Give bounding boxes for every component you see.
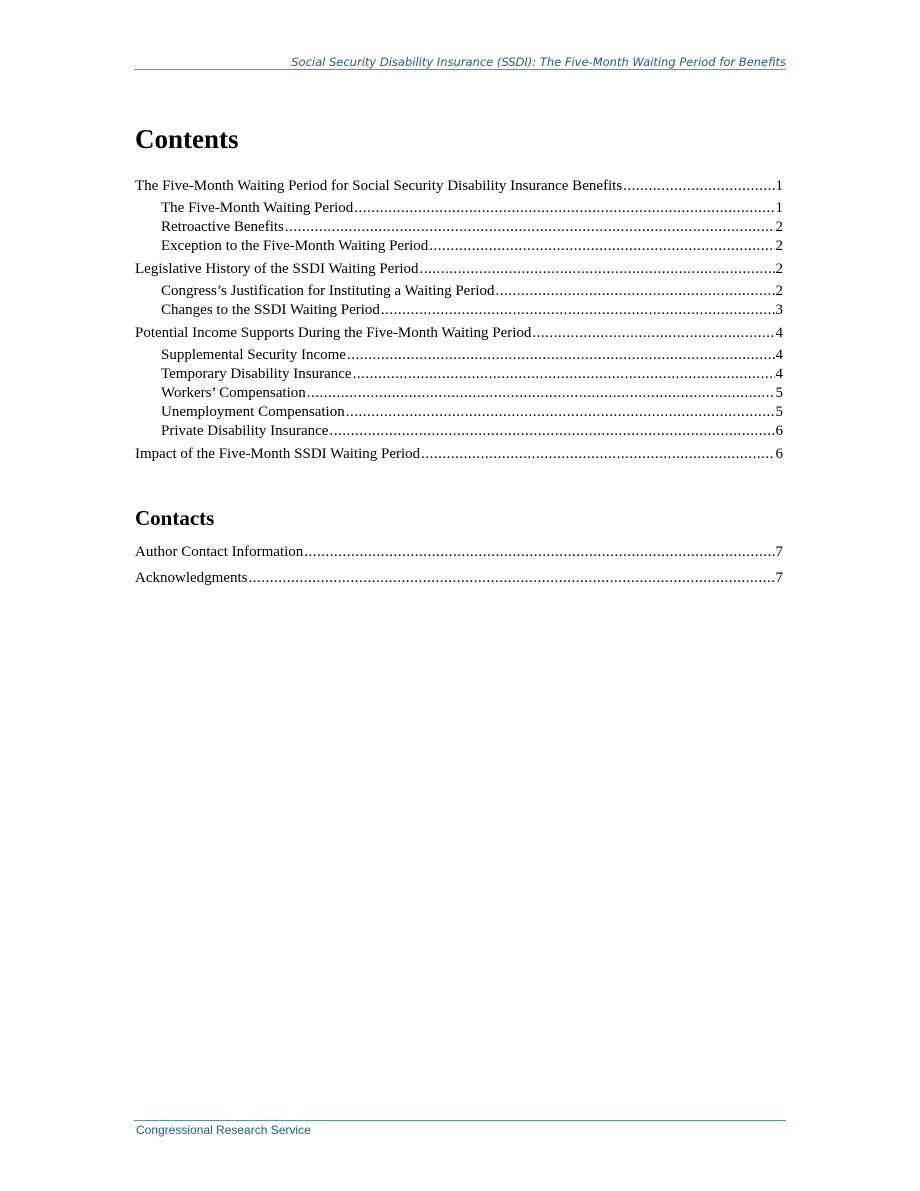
toc-entry-title: Legislative History of the SSDI Waiting Period <box>135 261 419 277</box>
toc-entry-page: 6 <box>775 423 783 439</box>
toc-leader <box>496 282 775 301</box>
toc-entry[interactable] <box>135 403 783 422</box>
toc-entry-page: 7 <box>775 570 783 586</box>
toc-leader <box>329 422 774 441</box>
toc-entry[interactable] <box>135 543 783 562</box>
toc-entry-title: The Five-Month Waiting Period <box>161 200 354 216</box>
toc-entry[interactable] <box>135 365 783 384</box>
toc-entry-page: 2 <box>775 283 783 299</box>
toc-entry-page: 4 <box>775 325 783 341</box>
toc-leader <box>429 237 774 256</box>
toc-entry-title: Potential Income Supports During the Five-Month Waiting Period <box>135 325 532 341</box>
running-header: Social Security Disability Insurance (SSDI): The Five-Month Waiting Period for Benefits <box>291 55 786 69</box>
toc-leader <box>347 346 775 365</box>
toc-entry[interactable] <box>135 177 783 196</box>
toc-entry-title: Changes to the SSDI Waiting Period <box>161 302 380 318</box>
toc-entry-page: 5 <box>775 404 783 420</box>
toc-leader <box>353 365 775 384</box>
toc-leader <box>354 199 774 218</box>
toc-leader <box>304 543 774 562</box>
toc-entry-page: 4 <box>775 347 783 363</box>
toc-entry-title: Retroactive Benefits <box>161 219 284 235</box>
contents-heading: Contents <box>135 124 239 154</box>
toc-entry[interactable] <box>135 260 783 279</box>
toc-entry-page: 5 <box>775 385 783 401</box>
toc-entry-title: Private Disability Insurance <box>161 423 329 439</box>
header-rule <box>134 69 786 70</box>
toc-entry-title: Supplemental Security Income <box>161 347 346 363</box>
toc-entry-title: Impact of the Five-Month SSDI Waiting Period <box>135 446 421 462</box>
toc-entry[interactable] <box>135 282 783 301</box>
toc-entry-page: 1 <box>775 178 783 194</box>
toc-entry-title: The Five-Month Waiting Period for Social Security Disability Insurance Benefits <box>135 178 623 194</box>
toc-leader <box>421 445 774 464</box>
toc-leader <box>532 324 774 343</box>
toc-leader <box>419 260 774 279</box>
toc-leader <box>307 384 775 403</box>
footer-rule <box>134 1120 786 1121</box>
toc-leader <box>623 177 774 196</box>
toc-entry-page: 2 <box>775 238 783 254</box>
toc-entry[interactable] <box>135 384 783 403</box>
toc-leader <box>346 403 775 422</box>
toc-entry-page: 4 <box>775 366 783 382</box>
toc-entry-title: Author Contact Information <box>135 544 304 560</box>
toc-entry-title: Acknowledgments <box>135 570 248 586</box>
toc-entry[interactable] <box>135 218 783 237</box>
toc-entry[interactable] <box>135 237 783 256</box>
toc-entry-page: 2 <box>775 219 783 235</box>
toc-entry[interactable] <box>135 569 783 588</box>
footer-organization: Congressional Research Service <box>136 1123 311 1137</box>
toc-entry-page: 1 <box>775 200 783 216</box>
toc-entry[interactable] <box>135 301 783 320</box>
contacts-list <box>135 543 783 588</box>
toc-entry-title: Workers’ Compensation <box>161 385 306 401</box>
toc-entry-title: Temporary Disability Insurance <box>161 366 352 382</box>
toc-leader <box>381 301 775 320</box>
toc-entry-page: 2 <box>775 261 783 277</box>
toc-entry-title: Exception to the Five-Month Waiting Period <box>161 238 429 254</box>
toc-entry-page: 6 <box>775 446 783 462</box>
toc-entry-page: 7 <box>775 544 783 560</box>
contacts-heading: Contacts <box>135 506 215 530</box>
toc-leader <box>248 569 774 588</box>
toc-entry[interactable] <box>135 199 783 218</box>
toc-entry-title: Congress’s Justification for Instituting a Waiting Period <box>161 283 495 299</box>
toc-entry[interactable] <box>135 324 783 343</box>
toc-entry-title: Unemployment Compensation <box>161 404 345 420</box>
toc-entry[interactable] <box>135 422 783 441</box>
toc-leader <box>285 218 775 237</box>
toc-entry-page: 3 <box>775 302 783 318</box>
table-of-contents <box>135 177 783 464</box>
toc-entry[interactable] <box>135 445 783 464</box>
toc-entry[interactable] <box>135 346 783 365</box>
